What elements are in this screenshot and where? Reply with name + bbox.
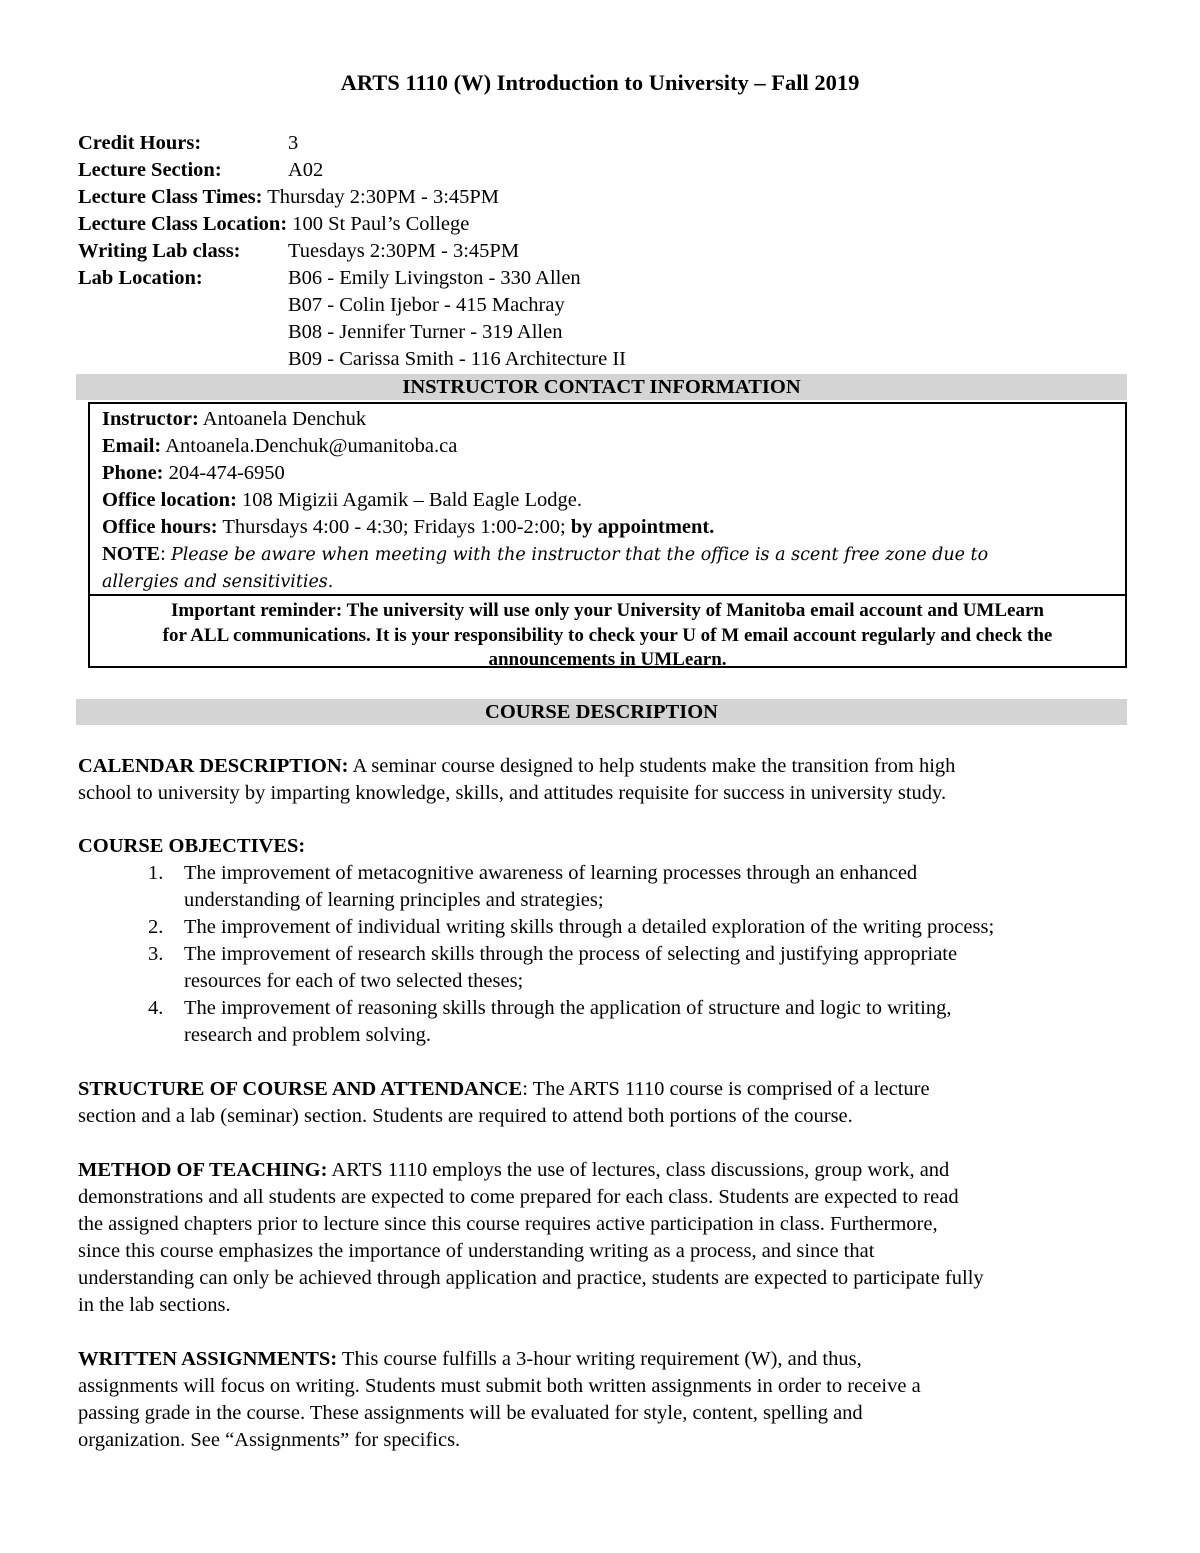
written-line xyxy=(78,1346,1128,1373)
office-location-line xyxy=(102,487,1112,514)
reminder-line: announcements in UMLearn. xyxy=(488,649,727,670)
method-of-teaching xyxy=(78,1157,1128,1319)
credit-hours-row xyxy=(78,130,626,157)
lecture-times-value: Thursday 2:30PM - 3:45PM xyxy=(262,186,500,208)
objective-text: research and problem solving. xyxy=(184,1024,432,1046)
list-number: 4. xyxy=(148,997,164,1019)
instructor-name: Antoanela Denchuk xyxy=(198,408,367,430)
list-number: 2. xyxy=(148,916,164,938)
office-hours-appointment: by appointment. xyxy=(570,516,715,538)
lab-location-row xyxy=(78,265,626,292)
written-label: WRITTEN ASSIGNMENTS: xyxy=(78,1348,338,1370)
note-label: NOTE xyxy=(102,543,161,565)
list-item xyxy=(78,914,1128,941)
lab-row xyxy=(78,346,626,373)
page-title: ARTS 1110 (W) Introduction to University – Fall 2019 xyxy=(340,70,860,95)
list-number: 3. xyxy=(148,943,164,965)
reminder-line: Important reminder: The university will use only your University of Manitoba email account and UMLearn xyxy=(171,600,1044,621)
instructor-section-heading: INSTRUCTOR CONTACT INFORMATION xyxy=(76,374,1127,400)
credit-hours-value: 3 xyxy=(288,132,299,154)
lab-row xyxy=(78,292,626,319)
office-hours-value: Thursdays 4:00 - 4:30; Fridays 1:00-2:00; xyxy=(217,516,571,538)
reminder-line: for ALL communications. It is your responsibility to check your U of M email account regularly and check the xyxy=(162,624,1053,646)
list-item-continued xyxy=(78,968,1128,995)
course-description-heading: COURSE DESCRIPTION xyxy=(76,699,1127,725)
structure-label: STRUCTURE OF COURSE AND ATTENDANCE xyxy=(78,1078,523,1100)
list-item xyxy=(78,941,1128,968)
calendar-description xyxy=(78,753,1128,807)
list-number: 1. xyxy=(148,862,164,884)
office-location-label: Office location: xyxy=(102,489,237,511)
lab-item: B06 - Emily Livingston - 330 Allen xyxy=(288,267,581,289)
list-item-continued xyxy=(78,1022,1128,1049)
lab-item: B09 - Carissa Smith - 116 Architecture II xyxy=(288,348,626,370)
note-line xyxy=(102,541,1112,568)
method-text: ARTS 1110 employs the use of lectures, class discussions, group work, and xyxy=(327,1159,950,1181)
note-text-continued: allergies and sensitivities. xyxy=(102,572,334,592)
method-line: understanding can only be achieved through application and practice, students are expected to participate fully xyxy=(78,1267,984,1289)
course-info xyxy=(78,130,626,373)
lab-location-label: Lab Location: xyxy=(78,267,203,289)
structure-line xyxy=(78,1076,1128,1103)
objective-text: The improvement of research skills through the process of selecting and justifying appropriate xyxy=(184,943,958,965)
lecture-section-value: A02 xyxy=(288,159,324,181)
structure-text: : The ARTS 1110 course is comprised of a lecture xyxy=(522,1078,930,1100)
method-line: the assigned chapters prior to lecture since this course requires active participation in class. Furthermore, xyxy=(78,1213,938,1235)
written-assignments xyxy=(78,1346,1128,1454)
objective-text: The improvement of reasoning skills through the application of structure and logic to writing, xyxy=(184,997,952,1019)
structure-line: section and a lab (seminar) section. Students are required to attend both portions of the course. xyxy=(78,1105,853,1127)
lab-item: B07 - Colin Ijebor - 415 Machray xyxy=(288,294,565,316)
email-line xyxy=(102,433,1112,460)
phone-label: Phone: xyxy=(102,462,164,484)
method-label: METHOD OF TEACHING: xyxy=(78,1159,328,1181)
method-line xyxy=(78,1157,1128,1184)
email-label: Email: xyxy=(102,435,162,457)
phone-number: 204-474-6950 xyxy=(163,462,285,484)
instructor-label: Instructor: xyxy=(102,408,199,430)
contact-details xyxy=(102,406,1112,595)
objective-text: resources for each of two selected theses; xyxy=(184,970,524,992)
lecture-location-value: 100 St Paul’s College xyxy=(287,213,470,235)
objectives-label: COURSE OBJECTIVES: xyxy=(78,835,306,857)
writing-lab-value: Tuesdays 2:30PM - 3:45PM xyxy=(288,240,520,262)
course-objectives xyxy=(78,833,1128,1049)
structure-attendance xyxy=(78,1076,1128,1130)
instructor-line xyxy=(102,406,1112,433)
method-line: in the lab sections. xyxy=(78,1294,231,1316)
office-location-value: 108 Migizii Agamik – Bald Eagle Lodge. xyxy=(236,489,582,511)
writing-lab-label: Writing Lab class: xyxy=(78,240,241,262)
written-text: This course fulfills a 3-hour writing requirement (W), and thus, xyxy=(337,1348,862,1370)
lecture-section-label: Lecture Section: xyxy=(78,159,222,181)
credit-hours-label: Credit Hours: xyxy=(78,132,202,154)
office-hours-line xyxy=(102,514,1112,541)
calendar-text: A seminar course designed to help students make the transition from high xyxy=(348,755,956,777)
objectives-heading xyxy=(78,833,1128,860)
lecture-location-row xyxy=(78,211,626,238)
note-colon: : xyxy=(160,543,171,565)
calendar-line: school to university by imparting knowledge, skills, and attitudes requisite for success in university study. xyxy=(78,782,947,804)
note-line-2 xyxy=(102,568,1112,595)
lecture-location-label: Lecture Class Location: xyxy=(78,213,288,235)
written-line: passing grade in the course. These assignments will be evaluated for style, content, spelling and xyxy=(78,1402,863,1424)
instructor-contact-box xyxy=(88,402,1127,668)
lecture-section-row xyxy=(78,157,626,184)
writing-lab-row xyxy=(78,238,626,265)
calendar-label: CALENDAR DESCRIPTION: xyxy=(78,755,349,777)
list-item xyxy=(78,860,1128,887)
lecture-times-row xyxy=(78,184,626,211)
office-hours-label: Office hours: xyxy=(102,516,218,538)
method-line: demonstrations and all students are expected to come prepared for each class. Students are expected to read xyxy=(78,1186,959,1208)
email-address: Antoanela.Denchuk@umanitoba.ca xyxy=(161,435,458,457)
objective-text: The improvement of individual writing skills through a detailed exploration of the writing process; xyxy=(184,916,995,938)
list-item xyxy=(78,995,1128,1022)
calendar-line xyxy=(78,753,1128,780)
written-line: organization. See “Assignments” for specifics. xyxy=(78,1429,461,1451)
written-line: assignments will focus on writing. Students must submit both written assignments in order to receive a xyxy=(78,1375,921,1397)
phone-line xyxy=(102,460,1112,487)
lab-row xyxy=(78,319,626,346)
important-reminder xyxy=(90,594,1125,670)
note-text: Please be aware when meeting with the instructor that the office is a scent free zone due to xyxy=(170,545,989,565)
method-line: since this course emphasizes the importance of understanding writing as a process, and since that xyxy=(78,1240,875,1262)
objectives-list xyxy=(78,860,1128,1049)
lecture-times-label: Lecture Class Times: xyxy=(78,186,263,208)
objective-text: The improvement of metacognitive awareness of learning processes through an enhanced xyxy=(184,862,918,884)
list-item-continued xyxy=(78,887,1128,914)
lab-item: B08 - Jennifer Turner - 319 Allen xyxy=(288,321,563,343)
objective-text: understanding of learning principles and strategies; xyxy=(184,889,604,911)
